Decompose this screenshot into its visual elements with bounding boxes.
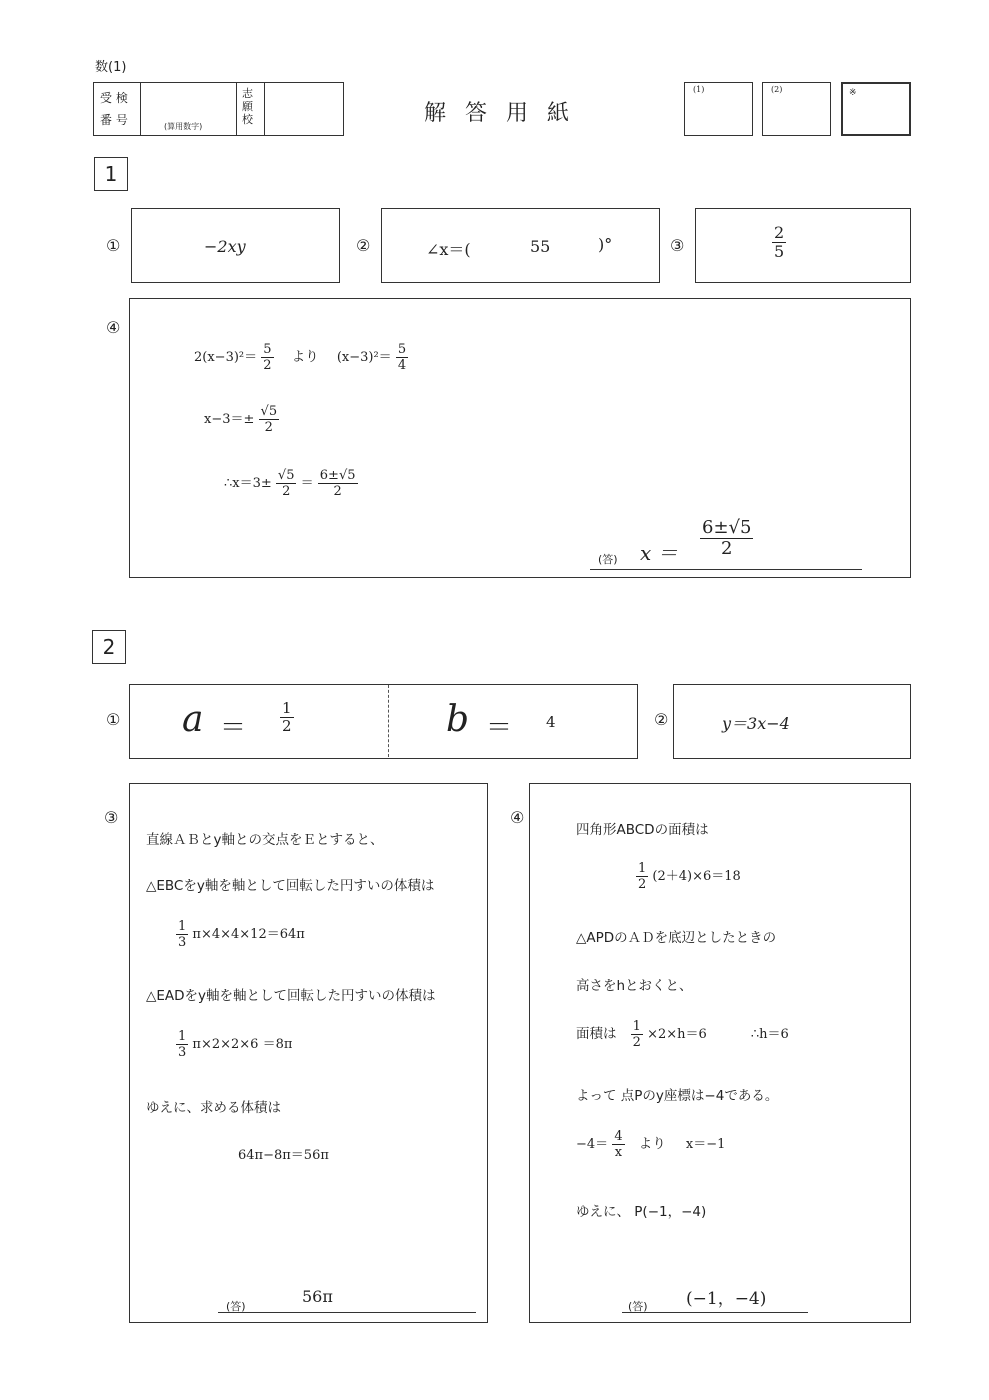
q2-answer-1-divider [388,685,389,757]
q2-3-answer-underline [218,1312,476,1313]
q2-3-line-7: 64π−8π＝56π [238,1148,329,1163]
q1-answer-3-fraction: $\frac{2}{5}$ [774,223,785,261]
q2-3-line-4: △EADをy軸を軸として回転した円すいの体積は [146,988,436,1004]
q1-work-line-3: ∴x＝3± $\frac{√5}{2}$ ＝ $\frac{6\pm√5}{2}$ [224,468,356,499]
q2-answer-2-box[interactable] [673,684,911,759]
q2-a-var: a [182,699,204,740]
q2-a4-label: ④ [510,808,525,827]
q2-a2-label: ② [654,710,669,729]
q2-3-answer-label: (答) [226,1300,246,1313]
exam-label-1: 受 検 [100,91,128,105]
question-2-number: 2 [92,630,126,664]
arabic-note: (算用数字) [164,122,203,131]
score-box-1: (1) [684,82,753,136]
q2-4-line-3: △APDのＡＤを底辺としたときの [576,930,777,946]
q2-4-answer-underline [622,1312,808,1313]
q1-answer-fraction: $\frac{6\pm√5}{2}$ [702,517,752,559]
question-1-number: 1 [94,157,128,191]
q2-a-fraction: $\frac{1}{2}$ [282,699,292,735]
q2-answer-1-box[interactable] [129,684,638,759]
q1-answer-label: (答) [598,553,618,566]
q2-a3-label: ③ [104,808,119,827]
q2-3-line-5: $\frac{1}{3}$ π×2×2×6 ＝8π [178,1029,293,1060]
q2-4-line-2: $\frac{1}{2}$ (2＋4)×6＝18 [638,861,741,892]
q2-4-line-6: よって 点Pのy座標は−4である。 [576,1088,779,1104]
q2-3-line-3: $\frac{1}{3}$ π×4×4×12＝64π [178,919,305,950]
q1-answer-2-box[interactable] [381,208,660,283]
q2-b-value: 4 [546,713,556,731]
q1-answer-2-prefix: ∠x＝( [426,240,471,259]
q2-4-line-1: 四角形ABCDの面積は [576,822,709,838]
q1-a1-label: ① [106,236,121,255]
q1-a3-label: ③ [670,236,685,255]
q1-answer-3-box[interactable] [695,208,911,283]
q1-answer-2-suffix: )° [598,235,613,254]
q1-answer-4-box[interactable] [129,298,911,578]
q1-a4-label: ④ [106,318,121,337]
exam-number-box [93,82,344,136]
q2-3-line-1: 直線ＡＢとy軸との交点をＥとすると、 [146,832,384,848]
q1-a2-label: ② [356,236,371,255]
score-box-2: (2) [762,82,831,136]
q1-answer-1: −2xy [204,237,246,256]
q1-answer-x: x ＝ [640,541,678,565]
school-input[interactable] [266,85,342,133]
q2-4-line-8: ゆえに、 P(−1，−4) [576,1204,707,1220]
page-title: 解 答 用 紙 [424,101,575,126]
q2-b-eq: ＝ [486,713,513,743]
q1-answer-underline [590,569,862,570]
q1-work-line-1: 2(x−3)²＝ $\frac{5}{2}$ より (x−3)²＝ $\frac{5}{4}$ [194,342,407,373]
q2-4-line-5: 面積は $\frac{1}{2}$ ×2×h＝6 ∴h＝6 [576,1019,789,1050]
q1-answer-2-value: 55 [530,237,551,256]
q1-answer-1-box[interactable] [131,208,340,283]
q2-4-line-4: 高さをhとおくと、 [576,978,693,994]
q2-answer-3-box[interactable] [129,783,488,1323]
q1-work-line-2: x−3＝± $\frac{√5}{2}$ [204,404,278,435]
q2-answer-4-box[interactable] [529,783,911,1323]
score-box-total: ※ [841,82,911,136]
q2-3-line-6: ゆえに、求める体積は [146,1100,281,1116]
q2-a-eq: ＝ [220,713,247,743]
q2-b-var: b [446,699,470,740]
q2-4-line-7: −4＝ $\frac{4}{x}$ より x＝−1 [576,1129,726,1160]
q2-3-line-2: △EBCをy軸を軸として回転した円すいの体積は [146,878,435,894]
exam-number-input[interactable] [142,85,234,119]
q2-3-answer: 56π [302,1287,333,1306]
subject-label: 数(1) [95,60,127,75]
q2-4-answer: (−1，−4) [686,1289,767,1309]
q2-answer-2: y＝3x−4 [722,714,790,733]
school-label: 志願校 [242,87,253,126]
q2-a1-label: ① [106,710,121,729]
q2-4-answer-label: (答) [628,1300,648,1313]
exam-label-2: 番 号 [100,113,128,127]
